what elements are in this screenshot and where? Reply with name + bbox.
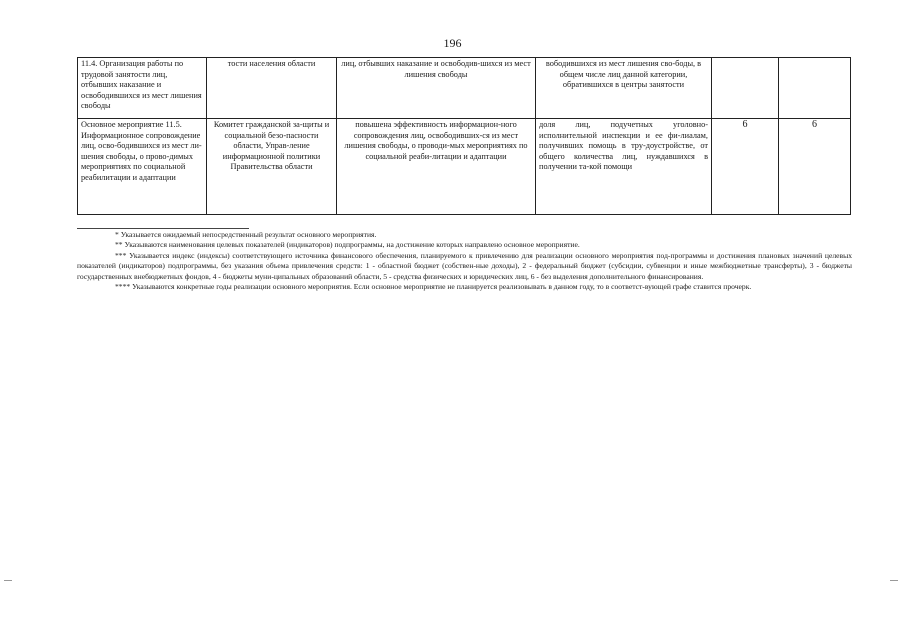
footnote-3: *** Указывается индекс (индексы) соответствующего источника финансового обеспечения, планируемого к привлечению для реализации основного мероприятия под-программы и достижения плановых значений целевых показателей (индикаторов) подпрограммы, без указания объема привлечения средств: 1 - областной бюджет (собствен-ные доходы), 2 - федеральный бюджет (субсидии, субвенции и иные межбюджетные трансферты), 3 - бюджеты государственных внебюджетных фондов, 4 - бюджеты муни-ципальных образований области, 5 - средства физических и юридических лиц, 6 - без выделения дополнительного финансирования. <box>77 250 852 281</box>
footnote-2: ** Указываются наименования целевых показателей (индикаторов) подпрограммы, на достижение которых направлено основное мероприятие. <box>115 240 580 250</box>
right-edge-mark <box>890 580 898 581</box>
footnote-separator <box>77 228 249 229</box>
expected-result-cell: повышена эффективность информацион-ного сопровождения лиц, освободивших-ся из мест лишения свободы, о проводи-мых мероприятиях по социальной реаби-литации и адаптации <box>337 119 536 215</box>
executor-cell: Комитет гражданской за-щиты и социальной безо-пасности области, Управ-ление информационной политики Правительства области <box>207 119 337 215</box>
indicator-cell: вободившихся из мест лишения сво-боды, в общем числе лиц данной категории, обратившихся в центры занятости <box>536 58 712 119</box>
footnotes <box>77 230 852 292</box>
footnote-4: **** Указываются конкретные годы реализации основного мероприятия. Если основное мероприятие не планируется реализовывать в данном году, то в соответст-вующей графе ставится прочерк. <box>115 282 752 292</box>
measures-table <box>77 57 851 215</box>
table-row <box>78 119 851 215</box>
footnote-1: * Указывается ожидаемый непосредственный результат основного мероприятия. <box>115 230 377 239</box>
measure-name-cell: 11.4. Организация работы по трудовой занятости лиц, отбывших наказание и освободившихся из мест лишения свободы <box>78 58 207 119</box>
left-edge-mark <box>4 580 12 581</box>
indicator-cell: доля лиц, подучетных уголовно-исполнительной инспекции и ее фи-лиалам, получивших помощь в тру-доустройстве, от общего количества лиц, нуждавшихся в получении та-кой помощи <box>536 119 712 215</box>
executor-cell: тости населения области <box>207 58 337 119</box>
page-number: 196 <box>443 36 462 50</box>
source-index-cell <box>712 58 779 119</box>
table-row <box>78 58 851 119</box>
expected-result-cell: лиц, отбывших наказание и освободив-шихся из мест лишения свободы <box>337 58 536 119</box>
measure-name-cell: Основное мероприятие 11.5. Информационное сопровождение лиц, осво-бодившихся из мест ли-шения свободы, о прово-димых мероприятиях по социальной реабилитации и адаптации <box>78 119 207 215</box>
years-cell <box>779 58 851 119</box>
source-index-cell: 6 <box>712 119 779 215</box>
years-cell: 6 <box>779 119 851 215</box>
